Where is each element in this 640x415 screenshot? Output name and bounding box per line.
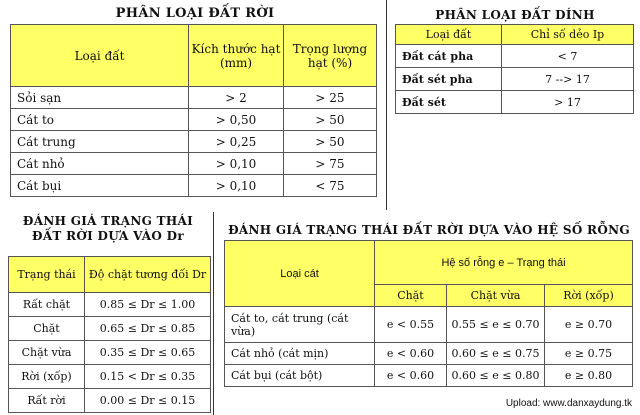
table-cell: Rời (xốp) xyxy=(9,365,85,389)
header-soil-type: Loại đất xyxy=(396,25,502,45)
table3-title: ĐÁNH GIÁ TRẠNG THÁI ĐẤT RỜI DỰA VÀO Dr xyxy=(22,214,194,243)
header-plasticity-index: Chỉ số dẻo Ip xyxy=(502,25,634,45)
table-cell: Chặt vừa xyxy=(9,341,85,365)
header-loose: Rời (xốp) xyxy=(545,285,633,307)
table-cell: e < 0.60 xyxy=(375,365,447,387)
table-row xyxy=(225,307,633,343)
table-cell: > 50 xyxy=(284,109,377,131)
table-cell: e ≥ 0.80 xyxy=(545,365,633,387)
header-sand-type: Loại cát xyxy=(225,241,375,307)
table-row xyxy=(225,343,633,365)
table-cell: > 50 xyxy=(284,131,377,153)
table-cell: e ≥ 0.70 xyxy=(545,307,633,343)
density-state-table xyxy=(8,256,211,413)
header-state: Trạng thái xyxy=(9,257,85,293)
table-row xyxy=(11,109,377,131)
table-cell: Sỏi sạn xyxy=(11,87,189,109)
table-cell: 0.35 ≤ Dr ≤ 0.65 xyxy=(85,341,211,365)
table-cell: Đất sét pha xyxy=(396,68,502,91)
table-row xyxy=(9,317,211,341)
table-cell: 0.65 ≤ Dr ≤ 0.85 xyxy=(85,317,211,341)
table-row xyxy=(9,365,211,389)
table-cell: 0.60 ≤ e ≤ 0.80 xyxy=(447,365,545,387)
table-cell: 0.55 ≤ e ≤ 0.70 xyxy=(447,307,545,343)
table-cell: > 25 xyxy=(284,87,377,109)
table-cell: Cát trung xyxy=(11,131,189,153)
table-row xyxy=(9,389,211,413)
table-cell: Cát to xyxy=(11,109,189,131)
table-cell: Đất sét xyxy=(396,91,502,114)
table-cell: > 2 xyxy=(189,87,284,109)
table-cell: Cát nhỏ xyxy=(11,153,189,175)
divider xyxy=(213,212,214,415)
header-void-ratio-group: Hệ số rỗng e – Trạng thái xyxy=(375,241,633,285)
table-cell: 0.15 < Dr ≤ 0.35 xyxy=(85,365,211,389)
table-cell: 0.60 ≤ e ≤ 0.75 xyxy=(447,343,545,365)
table-row xyxy=(11,131,377,153)
table-cell: > 17 xyxy=(502,91,634,114)
table-row xyxy=(11,153,377,175)
table-row xyxy=(11,87,377,109)
table1-title: PHÂN LOẠI ĐẤT RỜI xyxy=(115,6,275,21)
header-soil-type: Loại đất xyxy=(11,25,189,87)
table-cell: < 75 xyxy=(284,175,377,197)
table2-title: PHÂN LOẠI ĐẤT DÍNH xyxy=(435,8,595,22)
table-row xyxy=(225,365,633,387)
table-cell: 0.00 ≤ Dr ≤ 0.15 xyxy=(85,389,211,413)
table-row xyxy=(396,68,634,91)
table4-title: ĐÁNH GIÁ TRẠNG THÁI ĐẤT RỜI DỰA VÀO HỆ SỐ RỖNG xyxy=(228,223,630,237)
table-cell: < 7 xyxy=(502,45,634,68)
table-cell: Cát nhỏ (cát mịn) xyxy=(225,343,375,365)
table-cell: > 0,10 xyxy=(189,153,284,175)
divider xyxy=(386,0,387,210)
table-row xyxy=(396,91,634,114)
table-cell: Chặt xyxy=(9,317,85,341)
header-particle-size: Kích thước hạt (mm) xyxy=(189,25,284,87)
header-dense: Chặt xyxy=(375,285,447,307)
table-cell: > 0,25 xyxy=(189,131,284,153)
table-cell: Rất rời xyxy=(9,389,85,413)
soil-cohesive-classification-table xyxy=(395,24,634,114)
table-cell: > 75 xyxy=(284,153,377,175)
void-ratio-state-table xyxy=(224,240,633,387)
soil-loose-classification-table xyxy=(10,24,377,197)
header-medium: Chặt vừa xyxy=(447,285,545,307)
table-cell: Cát bụi (cát bột) xyxy=(225,365,375,387)
table-cell: 0.85 ≤ Dr ≤ 1.00 xyxy=(85,293,211,317)
header-particle-weight: Trọng lượng hạt (%) xyxy=(284,25,377,87)
table-row xyxy=(11,175,377,197)
upload-credit: Upload: www.danxaydung.tk xyxy=(505,398,632,409)
table-row xyxy=(9,341,211,365)
table-cell: Cát bụi xyxy=(11,175,189,197)
table-cell: e ≥ 0.75 xyxy=(545,343,633,365)
table-cell: 7 --> 17 xyxy=(502,68,634,91)
table-cell: e < 0.60 xyxy=(375,343,447,365)
table-cell: Rất chặt xyxy=(9,293,85,317)
table-row xyxy=(9,293,211,317)
table-cell: > 0,50 xyxy=(189,109,284,131)
table-cell: Đất cát pha xyxy=(396,45,502,68)
table-cell: e < 0.55 xyxy=(375,307,447,343)
table-row xyxy=(396,45,634,68)
header-relative-density: Độ chặt tương đối Dr xyxy=(85,257,211,293)
table-cell: Cát to, cát trung (cát vừa) xyxy=(225,307,375,343)
table-cell: > 0,10 xyxy=(189,175,284,197)
